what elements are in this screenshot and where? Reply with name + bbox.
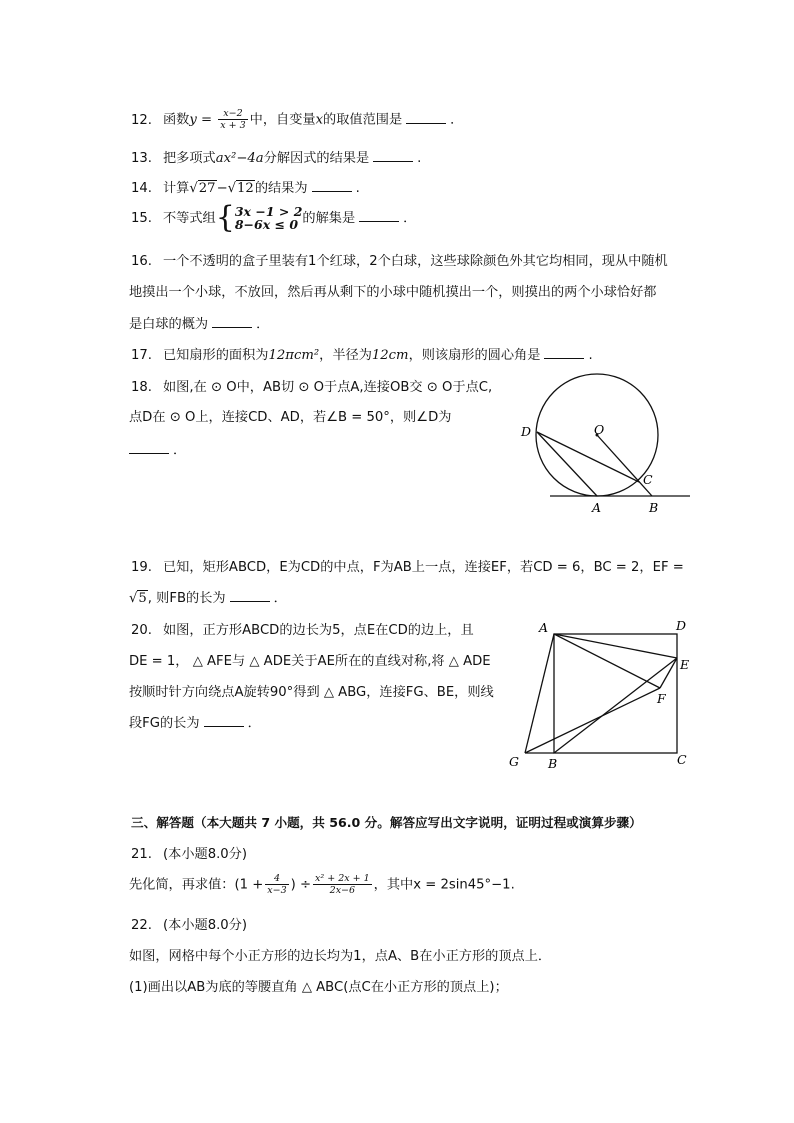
answer-blank[interactable] xyxy=(406,111,446,124)
answer-blank[interactable] xyxy=(359,209,399,222)
answer-blank[interactable] xyxy=(373,149,413,162)
label-c: C xyxy=(643,472,653,487)
figure-square-rotation xyxy=(500,614,710,776)
question-13: 13. 把多项式ax²−4a分解因式的结果是 . xyxy=(131,151,422,166)
question-16-line1: 16. 一个不透明的盒子里装有1个红球，2个白球，这些球除颜色外其它均相同，现从中随机 xyxy=(131,254,668,269)
figure-circle-tangent xyxy=(510,372,700,520)
question-20-line1: 20. 如图，正方形ABCD的边长为5，点E在CD的边上，且 xyxy=(131,623,474,638)
question-number: 12. xyxy=(131,112,152,128)
question-22-header: 22. (本小题8.0分) xyxy=(131,918,248,933)
segment-af xyxy=(554,634,660,688)
question-number: 22. xyxy=(131,918,152,933)
question-number: 14. xyxy=(131,181,152,196)
fraction-quadratic: $\frac{\text{x² + 2x + 1}}{2x-6}$ xyxy=(315,873,370,896)
question-22-line1: 如图，网格中每个小正方形的边长均为1，点A、B在小正方形的顶点上． xyxy=(129,949,552,964)
label-b: B xyxy=(548,756,558,771)
question-number: 16. xyxy=(131,254,152,269)
label-g: G xyxy=(509,754,519,769)
answer-blank[interactable] xyxy=(129,441,169,454)
question-20-line2: DE = 1， △ AFE与 △ ADE关于AE所在的直线对称,将 △ ADE xyxy=(129,654,491,669)
answer-blank[interactable] xyxy=(230,589,270,602)
question-number: 17. xyxy=(131,348,152,363)
label-a: A xyxy=(539,620,549,635)
answer-blank[interactable] xyxy=(212,315,252,328)
question-22-line2: (1)画出以AB为底的等腰直角 △ ABC(点C在小正方形的顶点上)； xyxy=(129,980,508,995)
answer-blank[interactable] xyxy=(312,179,352,192)
answer-blank[interactable] xyxy=(204,714,244,727)
question-20-line3: 按顺时针方向绕点A旋转90°得到 △ ABG，连接FG、BE，则线 xyxy=(129,685,494,700)
question-21-header: 21. (本小题8.0分) xyxy=(131,847,248,862)
label-a: A xyxy=(592,500,602,515)
segment-ae xyxy=(554,634,677,658)
answer-blank[interactable] xyxy=(544,346,584,359)
segment-fe xyxy=(660,658,677,688)
label-e: E xyxy=(680,657,690,672)
question-17: 17. 已知扇形的面积为12πcm²，半径为12cm，则该扇形的圆心角是 . xyxy=(131,348,593,363)
segment-dc xyxy=(537,432,639,482)
fraction: $\frac{x-2}{x + 3}$ xyxy=(220,108,246,131)
question-14: 14. 计算√27−√12的结果为 . xyxy=(131,181,360,196)
question-15: 15. 不等式组{ 3x −1 > 2 8−6x ≤ 0 的解集是 ． xyxy=(131,200,417,235)
segment-da xyxy=(537,432,597,496)
inequality-system: 3x −1 > 2 8−6x ≤ 0 xyxy=(234,204,303,232)
label-o: O xyxy=(594,422,605,437)
question-12: 12. 函数y = $\frac{x-2}{x + 3}$ 中，自变量x的取值范围是 ． xyxy=(131,108,464,131)
sqrt-12: √12 xyxy=(227,181,254,196)
label-d: D xyxy=(521,424,532,439)
question-number: 18. xyxy=(131,380,152,395)
question-19-line1: 19. 已知，矩形ABCD，E为CD的中点，F为AB上一点，连接EF，若CD = 6，BC = 2，EF = xyxy=(131,560,684,575)
question-16-line3: 是白球的概为 ． xyxy=(129,317,270,332)
question-number: 19. xyxy=(131,560,152,575)
question-19-line2: √5, 则FB的长为 ． xyxy=(129,591,287,606)
sqrt-27: √27 xyxy=(189,181,216,196)
left-brace: { xyxy=(215,200,235,235)
section-3-heading: 三、解答题（本大题共 7 小题，共 56.0 分。解答应写出文字说明，证明过程或演算步骤） xyxy=(131,815,642,830)
label-f: F xyxy=(657,691,666,706)
label-d: D xyxy=(676,618,687,633)
question-number: 21. xyxy=(131,847,152,862)
sqrt-5: √5 xyxy=(129,591,147,606)
question-number: 20. xyxy=(131,623,152,638)
segment-fg xyxy=(525,688,660,753)
question-number: 13. xyxy=(131,151,152,166)
question-16-line2: 地摸出一个小球，不放回，然后再从剩下的小球中随机摸出一个，则摸出的两个小球恰好都 xyxy=(129,285,657,300)
question-18-line1: 18. 如图,在 ⊙ O中，AB切 ⊙ O于点A,连接OB交 ⊙ O于点C, xyxy=(131,380,493,395)
question-20-line4: 段FG的长为 ． xyxy=(129,716,261,731)
question-18-line3: ． xyxy=(129,439,186,458)
question-18-line2: 点D在 ⊙ O上，连接CD、AD，若∠B = 50°，则∠D为 xyxy=(129,410,452,425)
segment-ag xyxy=(525,634,554,753)
fraction-4-over-x-3: $\frac{4}{x-3}$ xyxy=(267,873,287,896)
label-c: C xyxy=(677,752,687,767)
question-21-body: 先化简，再求值：(1 + $\frac{4}{x-3}$ ) ÷ $\frac{\text{x² + 2x + 1}}{2x-6}$ ，其中x = 2sin45°−1. xyxy=(129,873,515,896)
label-b: B xyxy=(649,500,659,515)
question-number: 15. xyxy=(131,211,152,226)
